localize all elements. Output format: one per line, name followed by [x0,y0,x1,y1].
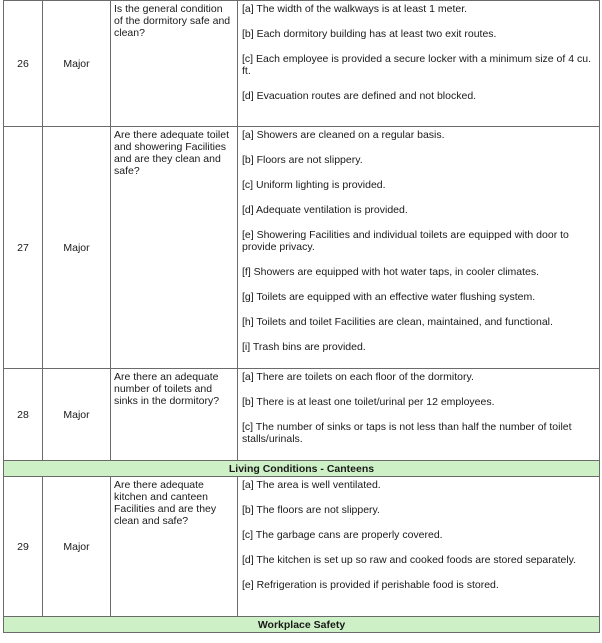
item-number: 27 [4,127,43,369]
criterion: [b] The floors are not slippery. [242,504,380,516]
criterion: [b] There is at least one toilet/urinal per 12 employees. [242,396,495,408]
table-row [4,369,600,461]
criterion: [c] Uniform lighting is provided. [242,179,386,191]
severity-label: Major [43,127,111,369]
criterion: [d] Evacuation routes are defined and not blocked. [242,90,477,102]
criterion: [c] Each employee is provided a secure locker with a minimum size of 4 cu. ft. [242,53,591,77]
criterion: [a] The area is well ventilated. [242,479,381,491]
criteria-list [238,477,600,617]
criterion: [a] The width of the walkways is at least 1 meter. [242,3,468,15]
item-number: 28 [4,369,43,461]
criteria-list [238,369,600,461]
criterion: [d] Adequate ventilation is provided. [242,204,408,216]
severity-label: Major [43,1,111,127]
criterion: [f] Showers are equipped with hot water taps, in cooler climates. [242,266,540,278]
criterion: [a] There are toilets on each floor of the dormitory. [242,371,474,383]
table-row [4,1,600,127]
severity-label: Major [43,369,111,461]
criterion: [d] The kitchen is set up so raw and cooked foods are stored separately. [242,554,577,566]
question-text: Are there adequate kitchen and canteen Facilities and are they clean and safe? [111,477,238,617]
table-row [4,477,600,617]
criterion: [c] The number of sinks or taps is not less than half the number of toilet stalls/urinals. [242,421,572,445]
question-text: Is the general condition of the dormitory safe and clean? [111,1,238,127]
criteria-list [238,127,600,369]
criterion: [b] Floors are not slippery. [242,154,363,166]
question-text: Are there an adequate number of toilets and sinks in the dormitory? [111,369,238,461]
criterion: [h] Toilets and toilet Facilities are clean, maintained, and functional. [242,316,553,328]
criterion: [g] Toilets are equipped with an effective water flushing system. [242,291,536,303]
item-number: 26 [4,1,43,127]
severity-label: Major [43,477,111,617]
criterion: [e] Showering Facilities and individual toilets are equipped with door to provide privacy. [242,229,569,253]
section-header-row [4,461,600,477]
table-row [4,127,600,369]
criterion: [e] Refrigeration is provided if perishable food is stored. [242,579,499,591]
section-title: Workplace Safety [4,617,600,633]
criteria-list [238,1,600,127]
audit-checklist-table [3,0,600,633]
criterion: [a] Showers are cleaned on a regular basis. [242,129,445,141]
criterion: [c] The garbage cans are properly covered. [242,529,443,541]
criterion: [b] Each dormitory building has at least two exit routes. [242,28,497,40]
item-number: 29 [4,477,43,617]
section-header-row [4,617,600,633]
question-text: Are there adequate toilet and showering Facilities and are they clean and safe? [111,127,238,369]
criterion: [i] Trash bins are provided. [242,341,366,353]
section-title: Living Conditions - Canteens [4,461,600,477]
